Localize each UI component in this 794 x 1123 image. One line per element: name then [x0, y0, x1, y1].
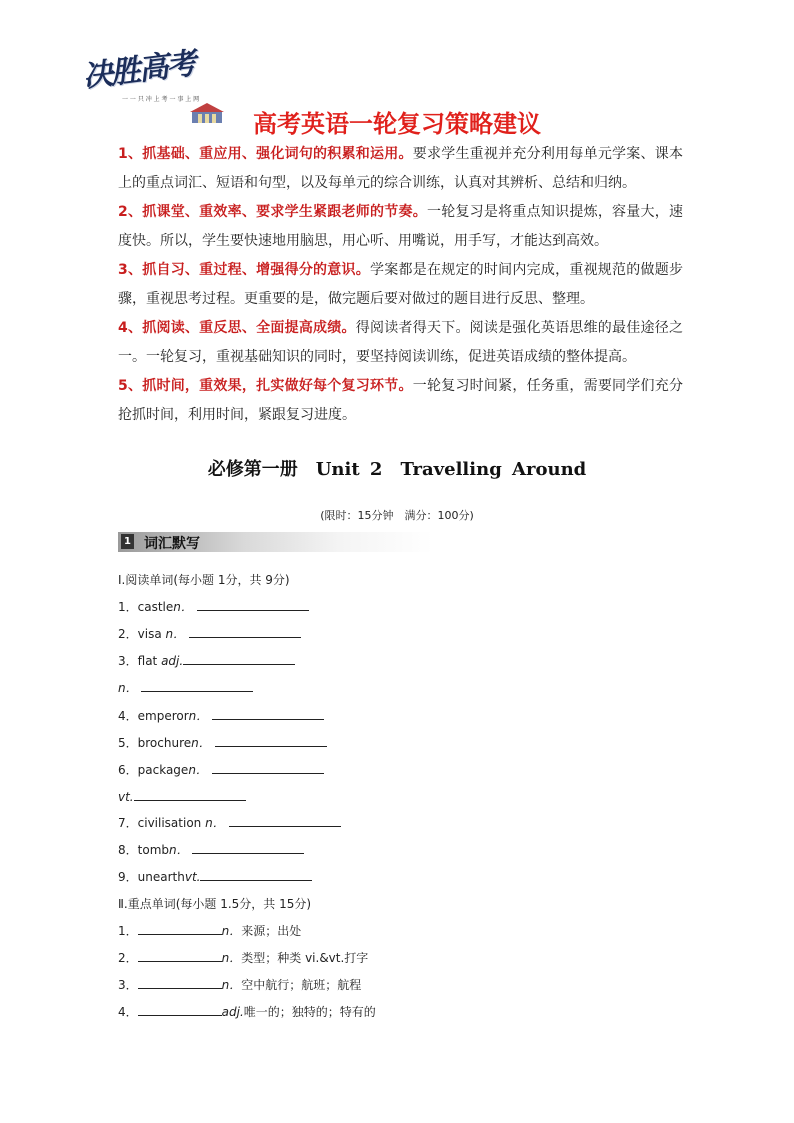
- strategy-tips: [118, 140, 683, 430]
- item-word: package: [137, 763, 189, 777]
- answer-blank[interactable]: [212, 761, 324, 774]
- item-number: 1．: [118, 924, 138, 938]
- item-meaning: 类型；种类 vi.&vt.打字: [241, 951, 369, 965]
- answer-blank[interactable]: [138, 949, 222, 962]
- section-label: 词汇默写: [144, 536, 200, 552]
- tip-highlight: 5、抓时间，重效果，扎实做好每个复习环节。: [118, 378, 413, 394]
- item-number: 6．: [118, 763, 138, 777]
- part2-heading: Ⅱ.重点单词(每小题 1.5分，共 15分): [118, 897, 312, 911]
- vocab-item: [118, 949, 368, 966]
- answer-blank[interactable]: [134, 788, 246, 801]
- answer-blank[interactable]: [141, 679, 253, 692]
- answer-blank[interactable]: [197, 598, 309, 611]
- item-word: castle: [137, 600, 174, 614]
- tip-item: [118, 314, 683, 372]
- answer-blank[interactable]: [138, 1003, 222, 1016]
- tip-text: 一轮复习时间紧，任务重，需要同学们充分抢抓时间，利用时间，紧跟复习进度。: [118, 378, 684, 423]
- item-pos: n．: [221, 924, 242, 938]
- vocab-item: [118, 761, 324, 778]
- answer-blank[interactable]: [138, 976, 222, 989]
- item-meaning: 空中航行；航班；航程: [241, 978, 362, 992]
- logo-tagline: 一 一 只 冲 上 考 一 事 上 网: [122, 96, 200, 103]
- tip-item: [118, 372, 683, 430]
- item-pos: adj.: [161, 654, 184, 668]
- item-pos: n．: [118, 681, 138, 695]
- logo-brand-text: 决胜高考: [80, 46, 197, 95]
- unit-title: 必修第一册 Unit 2 Travelling Around: [207, 459, 587, 480]
- answer-blank[interactable]: [192, 841, 304, 854]
- item-word: brochure: [137, 736, 192, 750]
- tip-highlight: 2、抓课堂、重效率、要求学生紧跟老师的节奏。: [118, 204, 427, 220]
- vocab-item: [118, 1003, 376, 1020]
- tip-item: [118, 140, 683, 198]
- item-number: 3．: [118, 654, 138, 668]
- item-number: 5．: [118, 736, 138, 750]
- part1-heading: Ⅰ.阅读单词(每小题 1分，共 9分): [118, 573, 290, 587]
- vocab-item: [118, 625, 301, 642]
- item-word: civilisation: [137, 816, 206, 830]
- item-word: unearth: [137, 870, 185, 884]
- item-word: tomb: [137, 843, 169, 857]
- vocab-item: [118, 788, 246, 804]
- answer-blank[interactable]: [200, 868, 312, 881]
- item-number: 7．: [118, 816, 138, 830]
- item-pos: vt.: [118, 790, 134, 804]
- item-pos: n．: [221, 951, 242, 965]
- item-number: 2．: [118, 951, 138, 965]
- answer-blank[interactable]: [212, 707, 324, 720]
- tip-item: [118, 198, 683, 256]
- item-number: 9．: [118, 870, 138, 884]
- tip-highlight: 1、抓基础、重应用、强化词句的积累和运用。: [118, 146, 413, 162]
- vocab-item: [118, 841, 304, 858]
- vocab-item: [118, 734, 327, 751]
- vocab-item: [118, 868, 312, 885]
- item-pos: n．: [169, 843, 189, 857]
- item-pos: n．: [191, 736, 211, 750]
- item-number: 3．: [118, 978, 138, 992]
- time-limit: (限时：15分钟 满分：100分): [320, 509, 474, 522]
- answer-blank[interactable]: [138, 922, 222, 935]
- section-header: [118, 532, 433, 552]
- vocab-item: [118, 814, 341, 831]
- item-number: 4．: [118, 709, 138, 723]
- item-number: 4．: [118, 1005, 138, 1019]
- item-pos: n．: [188, 763, 208, 777]
- tip-item: [118, 256, 683, 314]
- item-number: 8．: [118, 843, 138, 857]
- item-pos: n．: [165, 627, 186, 641]
- answer-blank[interactable]: [215, 734, 327, 747]
- answer-blank[interactable]: [183, 652, 295, 665]
- item-pos: vt.: [184, 870, 201, 884]
- item-word: emperor: [137, 709, 189, 723]
- answer-blank[interactable]: [189, 625, 301, 638]
- tip-text: 要求学生重视并充分利用每单元学案、课本上的重点词汇、短语和句型，以及每单元的综合训练，认真对其辨析、总结和归纳。: [118, 146, 684, 191]
- vocab-item: [118, 679, 253, 696]
- page-title: 高考英语一轮复习策略建议: [253, 110, 541, 138]
- item-pos: n．: [188, 709, 209, 723]
- item-word: visa: [137, 627, 166, 641]
- item-pos: n．: [205, 816, 225, 830]
- item-meaning: 唯一的；独特的；特有的: [243, 1005, 376, 1019]
- item-pos: n．: [173, 600, 193, 614]
- tip-text: 学案都是在规定的时间内完成，重视规范的做题步骤，重视思考过程。更重要的是，做完题后要对做过的题目进行反思、整理。: [118, 262, 683, 307]
- answer-blank[interactable]: [229, 814, 341, 827]
- tip-highlight: 4、抓阅读、重反思、全面提高成绩。: [118, 320, 356, 336]
- item-word: flat: [137, 654, 162, 668]
- item-pos: adj.: [221, 1005, 244, 1019]
- item-pos: n．: [221, 978, 242, 992]
- tip-highlight: 3、抓自习、重过程、增强得分的意识。: [118, 262, 371, 278]
- vocab-item: [118, 598, 309, 615]
- item-number: 1．: [118, 600, 138, 614]
- item-meaning: 来源；出处: [241, 924, 302, 938]
- tip-text: 得阅读者得天下。阅读是强化英语思维的最佳途径之一。一轮复习，重视基础知识的同时，要坚持阅读训练，促进英语成绩的整体提高。: [118, 320, 683, 365]
- vocab-item: [118, 652, 295, 669]
- vocab-item: [118, 922, 301, 939]
- section-number-icon: 1: [121, 534, 134, 549]
- vocab-item: [118, 707, 324, 724]
- item-number: 2．: [118, 627, 138, 641]
- vocab-item: [118, 976, 361, 993]
- tip-text: 一轮复习是将重点知识提炼，容量大，速度快。所以，学生要快速地用脑思，用心听、用嘴说，用手写，才能达到高效。: [118, 204, 683, 249]
